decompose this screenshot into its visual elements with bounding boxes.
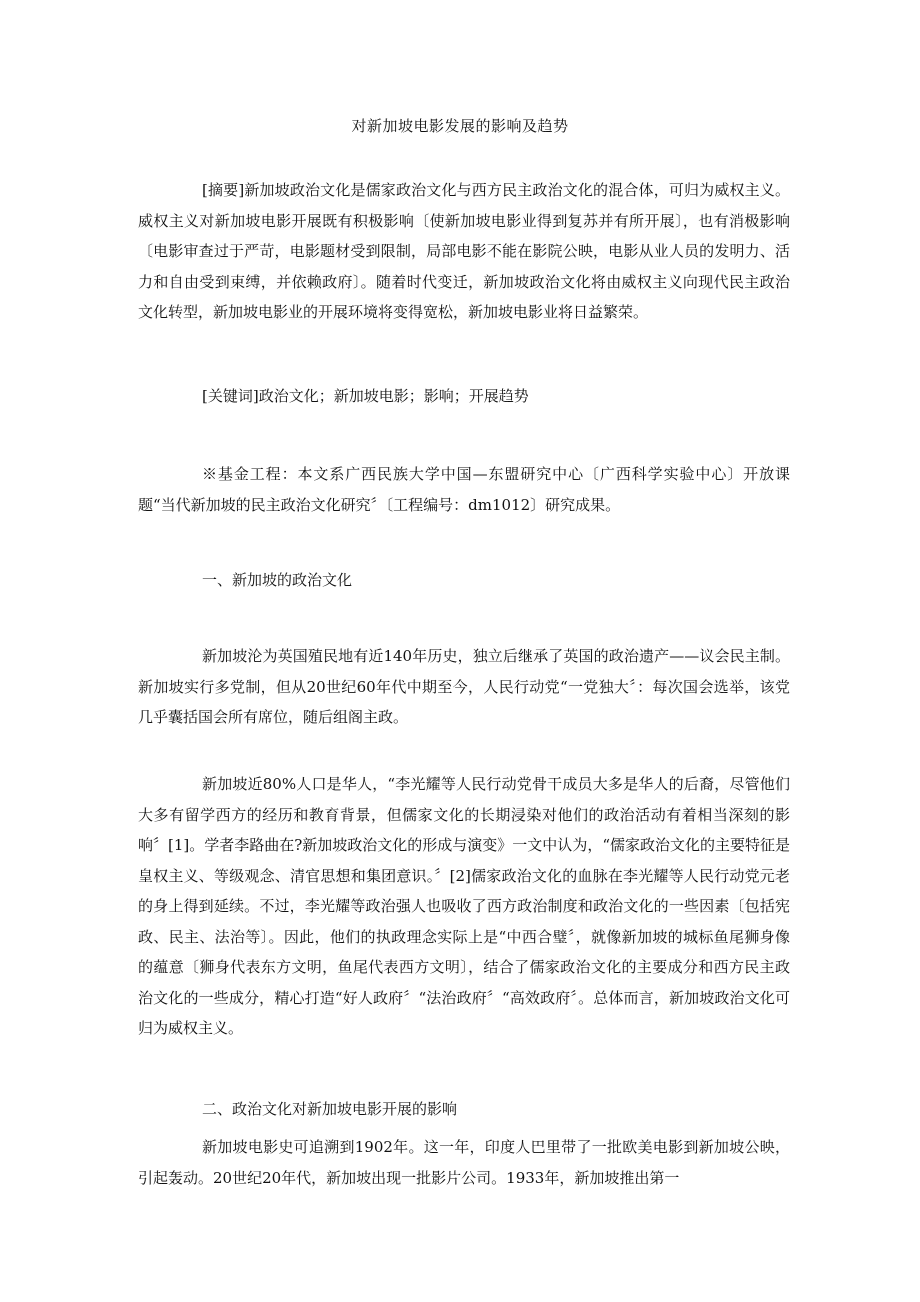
section1-paragraph-1: 新加坡沦为英国殖民地有近140年历史，独立后继承了英国的政治遗产——议会民主制。新加坡实行多党制，但从20世纪60年代中期至今，人民行动党“一党独大〞：每次国会选举，该党几乎囊括国会所有席位，随后组阁主政。: [138, 647, 790, 726]
keywords-paragraph: [关键词]政治文化；新加坡电影；影响；开展趋势: [202, 387, 529, 405]
document-title: 对新加坡电影发展的影响及趋势: [351, 117, 569, 135]
abstract-paragraph: [摘要]新加坡政治文化是儒家政治文化与西方民主政治文化的混合体，可归为威权主义。威权主义对新加坡电影开展既有积极影响〔使新加坡电影业得到复苏并有所开展〕，也有消极影响〔电影审查过于严苛，电影题材受到限制，局部电影不能在影院公映，电影从业人员的发明力、活力和自由受到束缚，并依赖政府〕。随着时代变迁，新加坡政治文化将由威权主义向现代民主政治文化转型，新加坡电影业的开展环境将变得宽松，新加坡电影业将日益繁荣。: [138, 181, 790, 321]
section2-paragraph-1: 新加坡电影史可追溯到1902年。这一年，印度人巴里带了一批欧美电影到新加坡公映，引起轰动。20世纪20年代，新加坡出现一批影片公司。1933年，新加坡推出第一: [138, 1138, 790, 1187]
fund-note-paragraph: ※基金工程：本文系广西民族大学中国—东盟研究中心〔广西科学实验中心〕开放课题“当代新加坡的民主政治文化研究〞〔工程编号：dm1012〕研究成果。: [138, 465, 790, 514]
section1-paragraph-2: 新加坡近80%人口是华人，“李光耀等人民行动党骨干成员大多是华人的后裔，尽管他们大多有留学西方的经历和教育背景，但儒家文化的长期浸染对他们的政治活动有着相当深刻的影响〞[1]。学者李路曲在?新加坡政治文化的形成与演变》一文中认为，“儒家政治文化的主要特征是皇权主义、等级观念、清官思想和集团意识。〞[2]儒家政治文化的血脉在李光耀等人民行动党元老的身上得到延续。不过，李光耀等政治强人也吸收了西方政治制度和政治文化的一些因素〔包括宪政、民主、法治等〕。因此，他们的执政理念实际上是“中西合璧〞，就像新加坡的城标鱼尾狮身像的蕴意〔狮身代表东方文明，鱼尾代表西方文明〕，结合了儒家政治文化的主要成分和西方民主政治文化的一些成分，精心打造“好人政府〞“法治政府〞“高效政府〞。总体而言，新加坡政治文化可归为威权主义。: [138, 775, 790, 1037]
section1-heading: 一、新加坡的政治文化: [202, 571, 353, 589]
section2-heading: 二、政治文化对新加坡电影开展的影响: [202, 1100, 458, 1118]
